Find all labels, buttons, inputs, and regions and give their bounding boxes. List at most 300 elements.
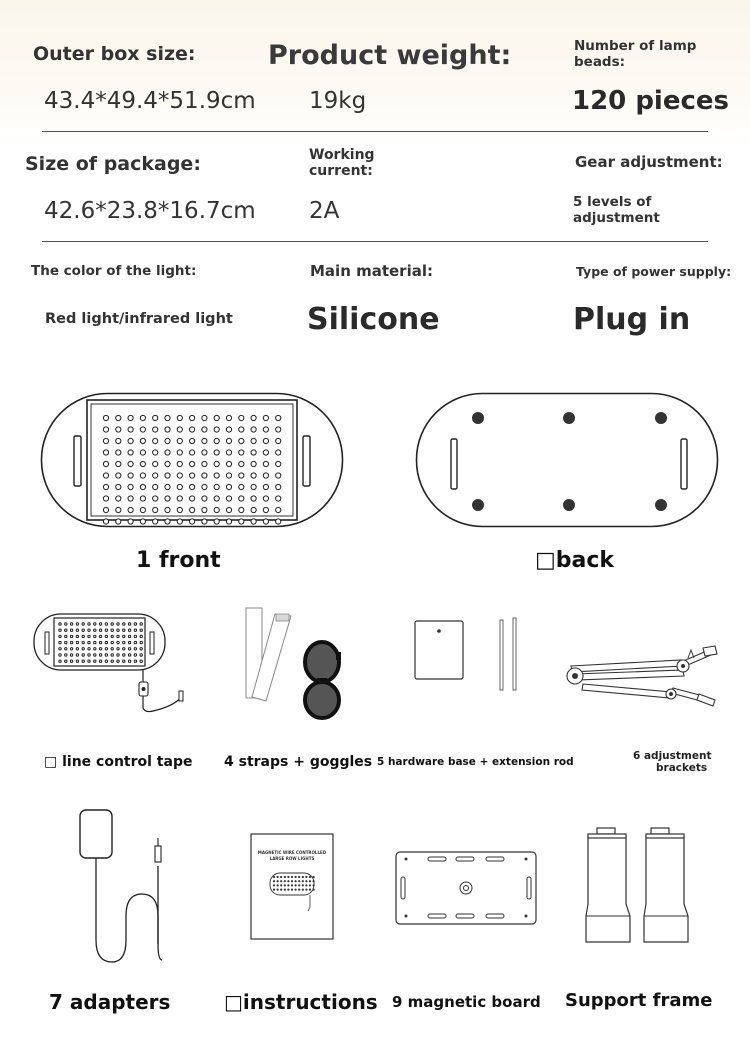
led-bead bbox=[140, 450, 145, 455]
led-bead bbox=[263, 438, 268, 443]
led-bead bbox=[140, 473, 145, 478]
hardware-base-illustration bbox=[412, 616, 532, 696]
led-bead bbox=[116, 438, 121, 443]
led-bead bbox=[59, 641, 61, 643]
led-bead bbox=[94, 635, 96, 637]
led-bead bbox=[59, 623, 61, 625]
led-bead bbox=[105, 654, 107, 656]
led-bead bbox=[82, 648, 84, 650]
led-bead bbox=[65, 623, 67, 625]
magnetic-board-caption: 9 magnetic board bbox=[392, 993, 541, 1011]
led-bead bbox=[117, 623, 119, 625]
outer-box-size-label: Outer box size: bbox=[33, 43, 196, 65]
led-bead bbox=[153, 438, 158, 443]
led-bead bbox=[105, 623, 107, 625]
led-bead bbox=[177, 427, 182, 432]
led-bead bbox=[202, 427, 207, 432]
led-bead bbox=[153, 507, 158, 512]
led-bead bbox=[116, 484, 121, 489]
led-bead bbox=[76, 660, 78, 662]
led-bead bbox=[214, 415, 219, 420]
led-bead bbox=[239, 496, 244, 501]
led-bead bbox=[177, 450, 182, 455]
led-bead bbox=[116, 427, 121, 432]
led-bead bbox=[165, 484, 170, 489]
led-bead bbox=[165, 496, 170, 501]
led-bead bbox=[190, 496, 195, 501]
led-bead bbox=[103, 427, 108, 432]
adapter-illustration bbox=[76, 806, 176, 966]
led-bead bbox=[116, 519, 121, 524]
led-bead bbox=[251, 507, 256, 512]
top-background bbox=[0, 0, 750, 150]
led-bead bbox=[140, 461, 145, 466]
led-bead bbox=[251, 496, 256, 501]
led-bead bbox=[239, 519, 244, 524]
led-bead bbox=[214, 450, 219, 455]
led-bead bbox=[65, 629, 67, 631]
led-bead bbox=[309, 889, 311, 891]
led-bead bbox=[273, 889, 275, 891]
led-bead bbox=[140, 654, 142, 656]
adjustment-bracket-illustration bbox=[563, 640, 723, 712]
led-bead bbox=[111, 648, 113, 650]
led-bead bbox=[295, 880, 297, 882]
led-bead bbox=[94, 623, 96, 625]
led-bead bbox=[202, 415, 207, 420]
led-bead bbox=[88, 648, 90, 650]
led-bead bbox=[251, 415, 256, 420]
led-bead bbox=[105, 648, 107, 650]
led-bead bbox=[134, 635, 136, 637]
led-bead bbox=[105, 629, 107, 631]
led-bead bbox=[140, 660, 142, 662]
led-bead bbox=[291, 889, 293, 891]
led-bead bbox=[276, 461, 281, 466]
led-bead bbox=[202, 438, 207, 443]
led-bead bbox=[103, 415, 108, 420]
led-bead bbox=[277, 880, 279, 882]
led-bead bbox=[111, 641, 113, 643]
led-bead bbox=[190, 473, 195, 478]
led-bead bbox=[302, 889, 304, 891]
led-bead bbox=[251, 450, 256, 455]
led-bead bbox=[140, 635, 142, 637]
led-bead bbox=[226, 496, 231, 501]
led-bead-grid bbox=[59, 623, 143, 663]
line-control-lamp-illustration bbox=[33, 612, 193, 722]
led-bead bbox=[76, 629, 78, 631]
led-bead bbox=[263, 484, 268, 489]
led-bead bbox=[140, 519, 145, 524]
led-bead bbox=[128, 623, 130, 625]
led-bead bbox=[88, 635, 90, 637]
led-bead bbox=[94, 629, 96, 631]
package-size-value: 42.6*23.8*16.7cm bbox=[44, 198, 256, 224]
led-bead bbox=[140, 648, 142, 650]
led-bead bbox=[134, 660, 136, 662]
led-bead bbox=[116, 461, 121, 466]
led-bead bbox=[239, 438, 244, 443]
led-bead bbox=[298, 884, 300, 886]
led-bead bbox=[94, 641, 96, 643]
led-bead bbox=[140, 427, 145, 432]
led-bead bbox=[202, 473, 207, 478]
led-bead bbox=[76, 623, 78, 625]
led-bead bbox=[276, 519, 281, 524]
led-bead bbox=[59, 635, 61, 637]
led-bead bbox=[284, 880, 286, 882]
led-bead bbox=[116, 450, 121, 455]
working-current-label-line2: current: bbox=[309, 163, 373, 179]
led-bead bbox=[280, 880, 282, 882]
led-bead bbox=[190, 519, 195, 524]
led-bead bbox=[251, 461, 256, 466]
led-bead bbox=[99, 660, 101, 662]
led-bead bbox=[276, 507, 281, 512]
led-bead bbox=[128, 641, 130, 643]
led-bead bbox=[226, 450, 231, 455]
led-bead bbox=[76, 635, 78, 637]
led-bead bbox=[214, 473, 219, 478]
led-bead bbox=[263, 473, 268, 478]
led-bead bbox=[117, 654, 119, 656]
led-bead bbox=[302, 876, 304, 878]
led-bead bbox=[239, 461, 244, 466]
led-bead bbox=[214, 496, 219, 501]
led-bead bbox=[94, 654, 96, 656]
led-bead bbox=[82, 654, 84, 656]
led-bead bbox=[70, 648, 72, 650]
led-bead bbox=[226, 415, 231, 420]
led-bead bbox=[291, 884, 293, 886]
power-supply-value: Plug in bbox=[573, 302, 691, 337]
led-bead bbox=[214, 507, 219, 512]
led-bead bbox=[99, 629, 101, 631]
led-bead bbox=[309, 884, 311, 886]
led-bead bbox=[76, 654, 78, 656]
adapters-caption: 7 adapters bbox=[49, 990, 171, 1014]
led-bead bbox=[65, 660, 67, 662]
led-bead bbox=[177, 438, 182, 443]
led-bead bbox=[70, 641, 72, 643]
led-bead bbox=[276, 450, 281, 455]
support-frame-illustration bbox=[580, 826, 692, 946]
led-bead bbox=[153, 450, 158, 455]
led-bead bbox=[165, 415, 170, 420]
led-bead bbox=[284, 884, 286, 886]
led-bead bbox=[88, 629, 90, 631]
led-bead bbox=[276, 427, 281, 432]
led-bead bbox=[116, 415, 121, 420]
led-bead bbox=[128, 507, 133, 512]
led-bead bbox=[190, 484, 195, 489]
led-bead bbox=[128, 461, 133, 466]
led-bead bbox=[298, 889, 300, 891]
led-bead bbox=[140, 507, 145, 512]
led-bead bbox=[70, 629, 72, 631]
led-bead bbox=[82, 641, 84, 643]
led-bead bbox=[177, 484, 182, 489]
led-bead bbox=[277, 889, 279, 891]
led-bead bbox=[239, 415, 244, 420]
led-bead bbox=[276, 415, 281, 420]
led-bead bbox=[263, 461, 268, 466]
working-current-value: 2A bbox=[309, 198, 340, 224]
led-bead bbox=[226, 473, 231, 478]
led-bead bbox=[295, 884, 297, 886]
led-bead bbox=[280, 884, 282, 886]
led-bead bbox=[202, 507, 207, 512]
led-bead bbox=[82, 629, 84, 631]
led-bead bbox=[117, 660, 119, 662]
led-bead bbox=[140, 629, 142, 631]
led-bead bbox=[82, 660, 84, 662]
led-bead bbox=[65, 654, 67, 656]
led-bead bbox=[140, 438, 145, 443]
led-bead bbox=[276, 496, 281, 501]
outer-box-size-value: 43.4*49.4*51.9cm bbox=[44, 88, 256, 114]
main-material-value: Silicone bbox=[307, 302, 440, 337]
led-bead bbox=[165, 461, 170, 466]
led-bead bbox=[277, 876, 279, 878]
led-bead bbox=[263, 415, 268, 420]
led-bead bbox=[305, 889, 307, 891]
led-bead bbox=[190, 427, 195, 432]
led-bead bbox=[226, 461, 231, 466]
led-bead bbox=[190, 438, 195, 443]
led-bead bbox=[103, 507, 108, 512]
led-bead bbox=[123, 648, 125, 650]
led-bead bbox=[276, 438, 281, 443]
led-bead bbox=[153, 427, 158, 432]
manual-title-line1: MAGNETIC WIRE CONTROLLED bbox=[257, 850, 327, 855]
back-caption: □back bbox=[535, 548, 615, 573]
led-bead bbox=[59, 654, 61, 656]
led-bead bbox=[177, 415, 182, 420]
led-bead bbox=[177, 496, 182, 501]
led-bead bbox=[165, 427, 170, 432]
divider bbox=[42, 131, 708, 132]
led-bead bbox=[99, 623, 101, 625]
product-weight-value: 19kg bbox=[309, 88, 367, 114]
led-bead bbox=[123, 654, 125, 656]
led-bead bbox=[111, 654, 113, 656]
led-bead bbox=[214, 484, 219, 489]
led-bead bbox=[190, 461, 195, 466]
led-bead bbox=[128, 415, 133, 420]
light-color-label: The color of the light: bbox=[31, 263, 197, 279]
led-bead bbox=[177, 507, 182, 512]
led-bead bbox=[128, 660, 130, 662]
led-bead bbox=[239, 507, 244, 512]
led-bead bbox=[123, 623, 125, 625]
led-bead bbox=[70, 654, 72, 656]
led-bead bbox=[128, 635, 130, 637]
led-bead bbox=[111, 629, 113, 631]
led-bead bbox=[111, 660, 113, 662]
led-bead bbox=[298, 880, 300, 882]
led-bead bbox=[70, 635, 72, 637]
led-bead bbox=[214, 438, 219, 443]
package-size-label: Size of package: bbox=[25, 153, 201, 175]
led-bead bbox=[284, 889, 286, 891]
led-bead bbox=[263, 450, 268, 455]
led-bead bbox=[251, 519, 256, 524]
led-bead bbox=[88, 654, 90, 656]
led-bead bbox=[134, 641, 136, 643]
line-control-caption: □ line control tape bbox=[44, 754, 193, 770]
led-bead bbox=[276, 473, 281, 478]
led-bead bbox=[226, 507, 231, 512]
led-bead bbox=[134, 623, 136, 625]
led-bead bbox=[284, 876, 286, 878]
power-supply-label: Type of power supply: bbox=[576, 264, 732, 279]
led-bead bbox=[140, 484, 145, 489]
gear-adjustment-label: Gear adjustment: bbox=[575, 153, 723, 171]
manual-title-line2: LARGE ROW LIGHTS bbox=[269, 856, 315, 861]
led-bead bbox=[99, 654, 101, 656]
led-bead bbox=[165, 450, 170, 455]
led-bead bbox=[153, 484, 158, 489]
led-bead bbox=[123, 635, 125, 637]
led-bead bbox=[70, 660, 72, 662]
led-bead bbox=[153, 473, 158, 478]
led-bead bbox=[305, 876, 307, 878]
lamp-beads-label-line2: beads: bbox=[574, 54, 626, 70]
hardware-caption: 5 hardware base + extension rod bbox=[377, 756, 574, 768]
led-bead bbox=[226, 427, 231, 432]
led-bead bbox=[287, 884, 289, 886]
led-bead bbox=[65, 641, 67, 643]
led-bead bbox=[190, 415, 195, 420]
led-bead bbox=[65, 635, 67, 637]
led-bead bbox=[190, 450, 195, 455]
led-bead bbox=[239, 427, 244, 432]
led-bead bbox=[82, 623, 84, 625]
led-bead bbox=[123, 660, 125, 662]
led-bead bbox=[298, 876, 300, 878]
led-bead bbox=[251, 484, 256, 489]
front-caption: 1 front bbox=[136, 548, 221, 573]
led-bead bbox=[280, 876, 282, 878]
led-bead bbox=[128, 473, 133, 478]
led-bead bbox=[165, 507, 170, 512]
led-bead bbox=[165, 438, 170, 443]
led-bead bbox=[287, 876, 289, 878]
led-bead bbox=[103, 438, 108, 443]
led-bead bbox=[291, 876, 293, 878]
led-bead bbox=[103, 473, 108, 478]
led-bead bbox=[105, 660, 107, 662]
led-bead bbox=[226, 519, 231, 524]
led-bead bbox=[263, 519, 268, 524]
led-bead bbox=[140, 496, 145, 501]
led-bead bbox=[165, 519, 170, 524]
led-bead bbox=[105, 641, 107, 643]
led-bead bbox=[277, 884, 279, 886]
led-bead bbox=[302, 884, 304, 886]
straps-goggles-illustration bbox=[240, 604, 350, 724]
led-bead bbox=[128, 496, 133, 501]
led-bead bbox=[111, 635, 113, 637]
gear-adjustment-value-line1: 5 levels of bbox=[573, 194, 652, 210]
led-bead bbox=[88, 623, 90, 625]
led-bead bbox=[276, 484, 281, 489]
led-bead bbox=[94, 660, 96, 662]
led-bead bbox=[287, 889, 289, 891]
led-bead bbox=[117, 635, 119, 637]
led-bead bbox=[117, 641, 119, 643]
led-bead bbox=[103, 496, 108, 501]
led-bead bbox=[263, 507, 268, 512]
led-bead bbox=[128, 427, 133, 432]
led-bead bbox=[309, 880, 311, 882]
product-weight-label: Product weight: bbox=[268, 40, 512, 71]
led-bead bbox=[65, 648, 67, 650]
led-bead bbox=[128, 484, 133, 489]
led-bead bbox=[273, 884, 275, 886]
led-bead bbox=[128, 648, 130, 650]
led-bead bbox=[153, 519, 158, 524]
led-bead bbox=[140, 623, 142, 625]
led-bead bbox=[76, 648, 78, 650]
led-bead bbox=[251, 427, 256, 432]
led-bead bbox=[99, 635, 101, 637]
led-bead bbox=[59, 660, 61, 662]
led-bead bbox=[239, 484, 244, 489]
led-bead bbox=[128, 519, 133, 524]
led-bead bbox=[94, 648, 96, 650]
led-bead bbox=[177, 473, 182, 478]
led-bead bbox=[295, 876, 297, 878]
brackets-caption-line2: brackets bbox=[656, 762, 708, 774]
led-bead bbox=[305, 880, 307, 882]
led-bead bbox=[263, 496, 268, 501]
led-bead bbox=[226, 438, 231, 443]
led-bead bbox=[134, 629, 136, 631]
led-bead bbox=[291, 880, 293, 882]
led-bead bbox=[128, 438, 133, 443]
led-bead bbox=[134, 648, 136, 650]
led-bead bbox=[226, 484, 231, 489]
main-material-label: Main material: bbox=[310, 262, 433, 280]
led-bead bbox=[117, 629, 119, 631]
led-bead bbox=[190, 507, 195, 512]
led-bead bbox=[202, 496, 207, 501]
instructions-caption: □instructions bbox=[224, 990, 378, 1014]
led-bead bbox=[123, 629, 125, 631]
led-bead bbox=[251, 438, 256, 443]
led-bead bbox=[287, 880, 289, 882]
led-bead bbox=[103, 461, 108, 466]
lamp-beads-value: 120 pieces bbox=[572, 86, 730, 116]
led-bead bbox=[103, 484, 108, 489]
led-bead bbox=[295, 889, 297, 891]
working-current-label-line1: Working bbox=[309, 147, 375, 163]
led-bead bbox=[214, 461, 219, 466]
led-bead bbox=[202, 484, 207, 489]
led-bead bbox=[280, 889, 282, 891]
gear-adjustment-value-line2: adjustment bbox=[573, 210, 660, 226]
led-bead bbox=[82, 635, 84, 637]
led-bead bbox=[239, 473, 244, 478]
led-bead bbox=[202, 450, 207, 455]
led-bead bbox=[202, 519, 207, 524]
led-bead bbox=[123, 641, 125, 643]
led-bead bbox=[103, 450, 108, 455]
led-bead bbox=[76, 641, 78, 643]
